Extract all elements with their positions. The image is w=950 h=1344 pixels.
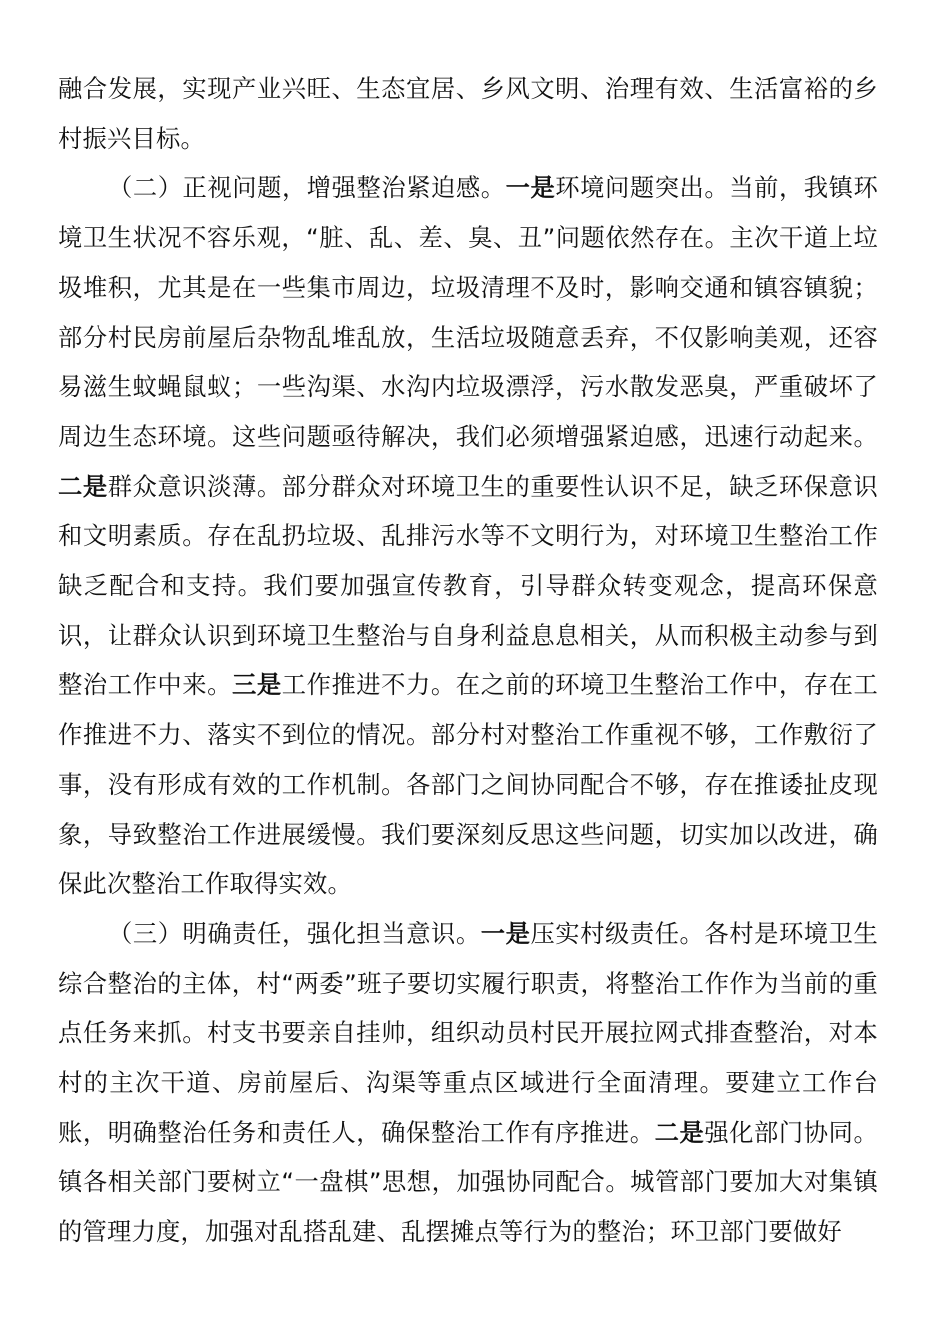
- point-marker-1: 一是: [505, 173, 556, 203]
- point-marker-2: 二是: [654, 1117, 705, 1147]
- section-heading-2: （二）正视问题，增强整治紧迫感。: [108, 173, 506, 203]
- paragraph-3: [58, 909, 878, 1257]
- point-marker-1: 一是: [480, 918, 531, 948]
- point-text-3: 工作推进不力。在之前的环境卫生整治工作中，存在工作推进不力、落实不到位的情况。部分村对整治工作重视不够，工作敷衍了事，没有形成有效的工作机制。各部门之间协同配合不够，存在推诿扯皮现象，导致整治工作进展缓慢。我们要深刻反思这些问题，切实加以改进，确保此次整治工作取得实效。: [58, 670, 878, 899]
- paragraph-1-text: 融合发展，实现产业兴旺、生态宜居、乡风文明、治理有效、生活富裕的乡村振兴目标。: [58, 74, 878, 153]
- paragraph-2: [58, 163, 878, 909]
- point-text-2: 群众意识淡薄。部分群众对环境卫生的重要性认识不足，缺乏环保意识和文明素质。存在乱扔垃圾、乱排污水等不文明行为，对环境卫生整治工作缺乏配合和支持。我们要加强宣传教育，引导群众转变观念，提高环保意识，让群众认识到环境卫生整治与自身利益息息相关，从而积极主动参与到整治工作中来。: [58, 471, 878, 700]
- document-page: [58, 64, 878, 1257]
- section-heading-3: （三）明确责任，强化担当意识。: [108, 918, 481, 948]
- point-marker-3: 三是: [232, 670, 282, 700]
- point-marker-2: 二是: [58, 471, 108, 501]
- point-text-1: 压实村级责任。各村是环境卫生综合整治的主体，村“两委”班子要切实履行职责，将整治工作作为当前的重点任务来抓。村支书要亲自挂帅，组织动员村民开展拉网式排查整治，对本村的主次干道、房前屋后、沟渠等重点区域进行全面清理。要建立工作台账，明确整治任务和责任人，确保整治工作有序推进。: [58, 918, 878, 1147]
- paragraph-1: [58, 64, 878, 163]
- point-text-1: 环境问题突出。当前，我镇环境卫生状况不容乐观，“脏、乱、差、臭、丑”问题依然存在。主次干道上垃圾堆积，尤其是在一些集市周边，垃圾清理不及时，影响交通和镇容镇貌；部分村民房前屋后杂物乱堆乱放，生活垃圾随意丢弃，不仅影响美观，还容易滋生蚊蝇鼠蚁；一些沟渠、水沟内垃圾漂浮，污水散发恶臭，严重破坏了周边生态环境。这些问题亟待解决，我们必须增强紧迫感，迅速行动起来。: [58, 173, 878, 451]
- point-text-2: 强化部门协同。镇各相关部门要树立“一盘棋”思想，加强协同配合。城管部门要加大对集镇的管理力度，加强对乱搭乱建、乱摆摊点等行为的整治；环卫部门要做好: [58, 1117, 878, 1247]
